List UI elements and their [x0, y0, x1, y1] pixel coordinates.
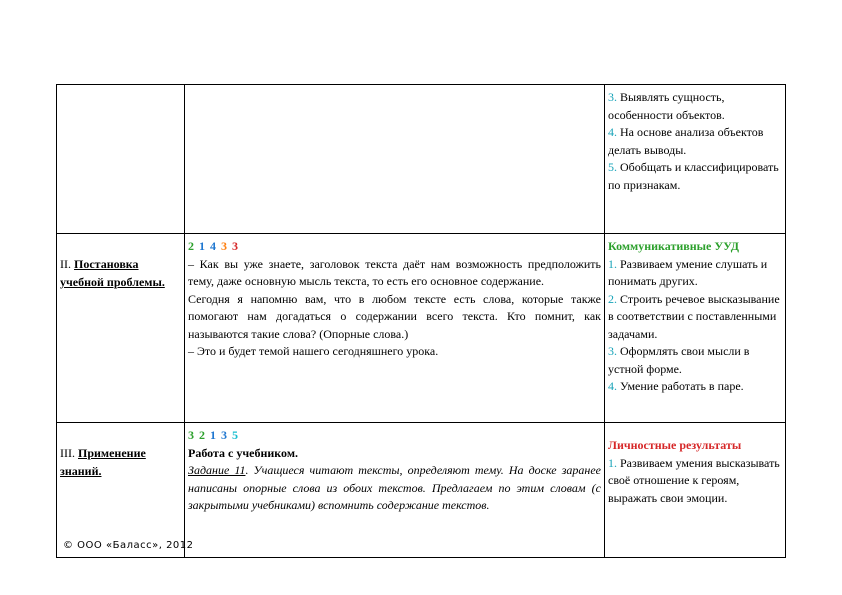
- stage-number: II.: [60, 257, 71, 271]
- content-cell: [185, 234, 605, 423]
- dialog-paragraph: – Как вы уже знаете, заголовок текста даёт нам возможность предположить тему, даже основную мысль текста, то есть его основное содержание.: [188, 256, 601, 288]
- result-item: 1. Развиваем умение слушать и понимать других.: [608, 256, 768, 288]
- results-title: Коммуникативные УУД: [608, 239, 740, 253]
- task-paragraph: Задание 11. Учащиеся читают тексты, определяют тему. На доске заранее написаны опорные слова из обоих текстов. Предлагаем по этим словам (с закрытыми учебниками) вспомнить содержание текстов.: [188, 463, 601, 512]
- stage-number: III.: [60, 446, 75, 460]
- work-title: Работа с учебником.: [188, 445, 299, 460]
- dialog-paragraph: Сегодня я напомню вам, что в любом тексте есть слова, которые также помогают нам догадаться о содержании всего текста. Кто помнит, как называются такие слова? (Опорные слова.): [188, 291, 601, 341]
- table-row: [57, 234, 786, 423]
- dialog-paragraph: – Это и будет темой нашего сегодняшнего урока.: [188, 344, 439, 358]
- stage-title: Постановка учебной проблемы.: [60, 257, 165, 289]
- result-item: 5. Обобщать и классифицировать по признакам.: [608, 160, 779, 192]
- results-title: Личностные результаты: [608, 438, 742, 452]
- color-codes: 2 1 4 3 3: [188, 239, 239, 253]
- stage-cell: [57, 85, 185, 234]
- stage-cell: [57, 423, 185, 558]
- result-item: 1. Развиваем умения высказывать своё отношение к героям, выражать свои эмоции.: [608, 455, 780, 505]
- stage-title: Применение знаний.: [60, 446, 146, 478]
- content-cell: [185, 85, 605, 234]
- results-cell: [605, 423, 786, 558]
- result-item: 4. На основе анализа объектов делать выводы.: [608, 125, 764, 157]
- color-codes: 3 2 1 3 5: [188, 428, 239, 442]
- result-item: 3. Оформлять свои мысли в устной форме.: [608, 344, 750, 376]
- results-cell: [605, 85, 786, 234]
- result-item: 2. Строить речевое высказывание в соответствии с поставленными задачами.: [608, 291, 780, 341]
- result-item: 4. Умение работать в паре.: [608, 379, 744, 393]
- table-row: [57, 423, 786, 558]
- content-cell: [185, 423, 605, 558]
- stage-cell: [57, 234, 185, 423]
- lesson-plan-table: [56, 84, 786, 558]
- result-item: 3. Выявлять сущность, особенности объектов.: [608, 90, 725, 122]
- task-label: Задание 11: [188, 463, 246, 477]
- results-cell: [605, 234, 786, 423]
- copyright-footer: © ООО «Баласс», 2012: [63, 540, 194, 551]
- table-row: [57, 85, 786, 234]
